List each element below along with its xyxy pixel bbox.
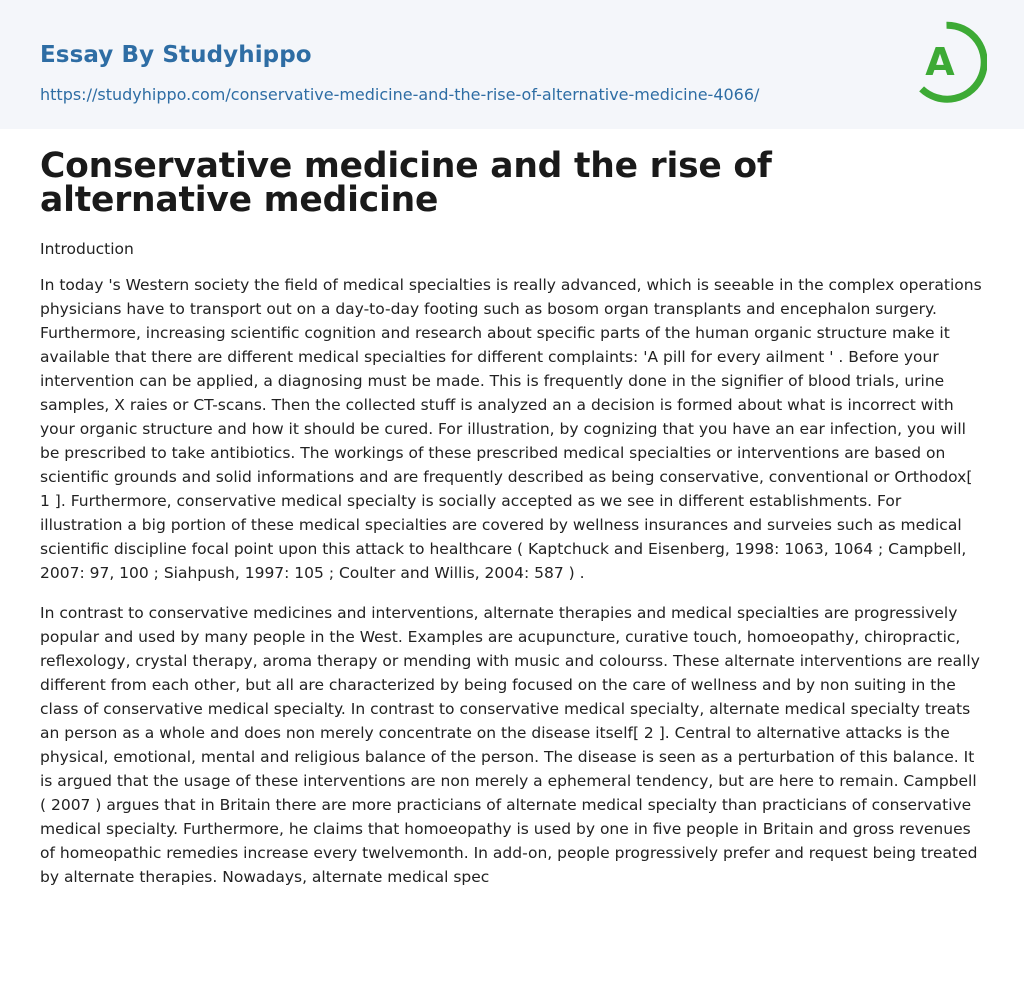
section-heading: Introduction [40,240,134,258]
paragraph: In contrast to conservative medicines and interventions, alternate therapies and medical specialties are progressively popular and used by many people in the West. Examples are acupuncture, curative touch, homoeopathy, chiropractic, reflexology, crystal therapy, aroma therapy or mending with music and colourss. These alternate interventions are really different from each other, but all are characterized by being focused on the care of wellness and by non suiting in the class of conservative medical specialty. In contrast to conservative medical specialty, alternate medical specialty treats an person as a whole and does non merely concentrate on the disease itself[ 2 ]. Central to alternative attacks is the physical, emotional, mental and religious balance of the person. The disease is seen as a perturbation of this balance. It is argued that the usage of these interventions are non merely a ephemeral tendency, but are here to remain. Campbell ( 2007 ) argues that in Britain there are more practicians of alternate medical specialty than practicians of conservative medical specialty. Furthermore, he claims that homoeopathy is used by one in five people in Britain and gross revenues of homeopathic remedies increase every twelvemonth. In add-on, people progressively prefer and request being treated by alternate therapies. Nowadays, alternate medical spec [40,604,980,886]
site-header [0,0,1024,129]
site-brand-link[interactable]: Essay By Studyhippo [40,42,312,68]
paragraph: In today 's Western society the field of medical specialties is really advanced, which is seeable in the complex operations physicians have to transport out on a day-to-day footing such as bosom organ transplants and encephalon surgery. Furthermore, increasing scientific cognition and research about specific parts of the human organic structure make it available that there are different medical specialties for different complaints: 'A pill for every ailment ' . Before your intervention can be applied, a diagnosing must be made. This is frequently done in the signifier of blood trials, urine samples, X raies or CT-scans. Then the collected stuff is analyzed an a decision is formed about what is incorrect with your organic structure and how it should be cured. For illustration, by cognizing that you have an ear infection, you will be prescribed to take antibiotics. The workings of these prescribed medical specialties or interventions are based on scientific grounds and solid informations and are frequently described as being conservative, conventional or Orthodox[ 1 ]. Furthermore, conservative medical specialty is socially accepted as we see in different establishments. For illustration a big portion of these medical specialties are covered by wellness insurances and surveies such as medical scientific discipline focal point upon this attack to healthcare ( Kaptchuck and Eisenberg, 1998: 1063, 1064 ; Campbell, 2007: 97, 100 ; Siahpush, 1997: 105 ; Coulter and Willis, 2004: 587 ) . [40,276,982,582]
circular-a-logo-icon[interactable] [912,19,987,105]
article-title: Conservative medicine and the rise of alternative medicine [40,146,772,220]
logo-letter: A [925,40,955,84]
essay-url-link[interactable]: https://studyhippo.com/conservative-medicine-and-the-rise-of-alternative-medicine-4066/ [40,85,760,104]
article-body [0,146,1024,889]
